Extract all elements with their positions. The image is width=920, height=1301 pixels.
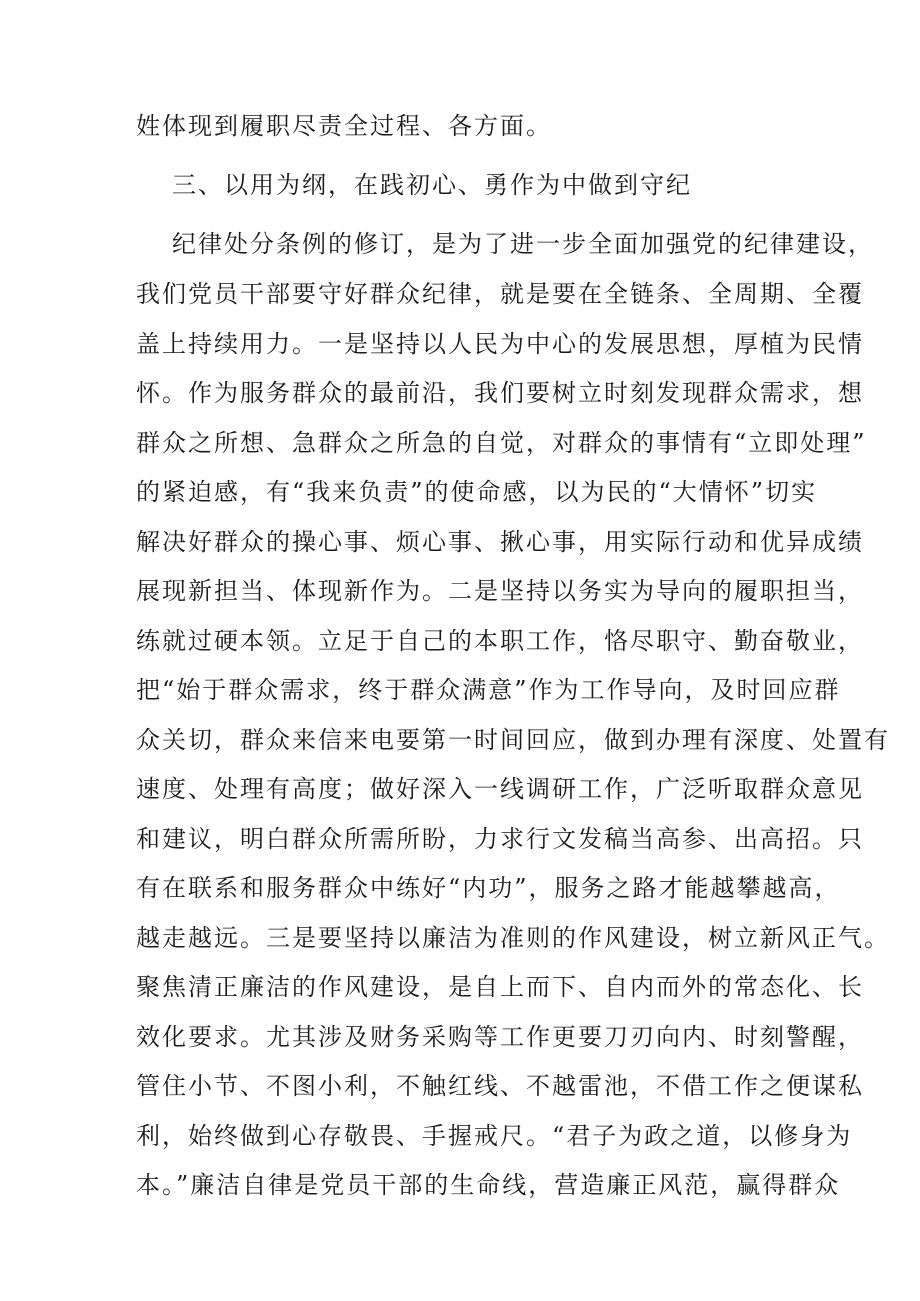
text-line-7: 群众之所想、急群众之所急的自觉，对群众的事情有“立即处理” [136,429,867,457]
section-heading: 三、以用为纲，在践初心、勇作为中做到守纪 [172,171,692,199]
text-line-5: 盖上持续用力。一是坚持以人民为中心的发展思想，厚植为民情 [136,330,864,358]
paragraph-first-line: 纪律处分条例的修订，是为了进一步全面加强党的纪律建设， [172,230,874,258]
text-line-11: 练就过硬本领。立足于自己的本职工作，恪尽职守、勤奋敬业， [136,627,864,655]
text-line-17: 越走越远。三是要坚持以廉洁为准则的作风建设，树立新风正气。 [136,924,890,952]
text-line-1: 姓体现到履职尽责全过程、各方面。 [136,112,552,140]
text-line-6: 怀。作为服务群众的最前沿，我们要树立时刻发现群众需求，想 [136,379,864,407]
text-line-18: 聚焦清正廉洁的作风建设，是自上而下、自内而外的常态化、长 [136,973,864,1001]
text-line-9: 解决好群众的操心事、烦心事、揪心事，用实际行动和优异成绩 [136,528,864,556]
text-line-19: 效化要求。尤其涉及财务采购等工作更要刀刃向内、时刻警醒， [136,1023,864,1051]
text-line-22: 本。”廉洁自律是党员干部的生命线，营造廉正风范，赢得群众 [136,1171,841,1199]
text-line-21: 利，始终做到心存敬畏、手握戒尺。“君子为政之道，以修身为 [136,1122,853,1150]
text-line-8: 的紧迫感，有“我来负责”的使命感，以为民的“大情怀”切实 [136,478,818,506]
text-line-14: 速度、处理有高度；做好深入一线调研工作，广泛听取群众意见 [136,775,864,803]
text-line-16: 有在联系和服务群众中练好“内功”，服务之路才能越攀越高， [136,874,841,902]
text-line-4: 我们党员干部要守好群众纪律，就是要在全链条、全周期、全覆 [136,280,864,308]
text-line-12: 把“始于群众需求，终于群众满意”作为工作导向，及时回应群 [136,676,841,704]
text-line-20: 管住小节、不图小利，不触红线、不越雷池，不借工作之便谋私 [136,1072,864,1100]
text-line-15: 和建议，明白群众所需所盼，力求行文发稿当高参、出高招。只 [136,825,864,853]
text-line-13: 众关切，群众来信来电要第一时间回应，做到办理有深度、处置有 [136,726,890,754]
text-line-10: 展现新担当、体现新作为。二是坚持以务实为导向的履职担当， [136,577,864,605]
